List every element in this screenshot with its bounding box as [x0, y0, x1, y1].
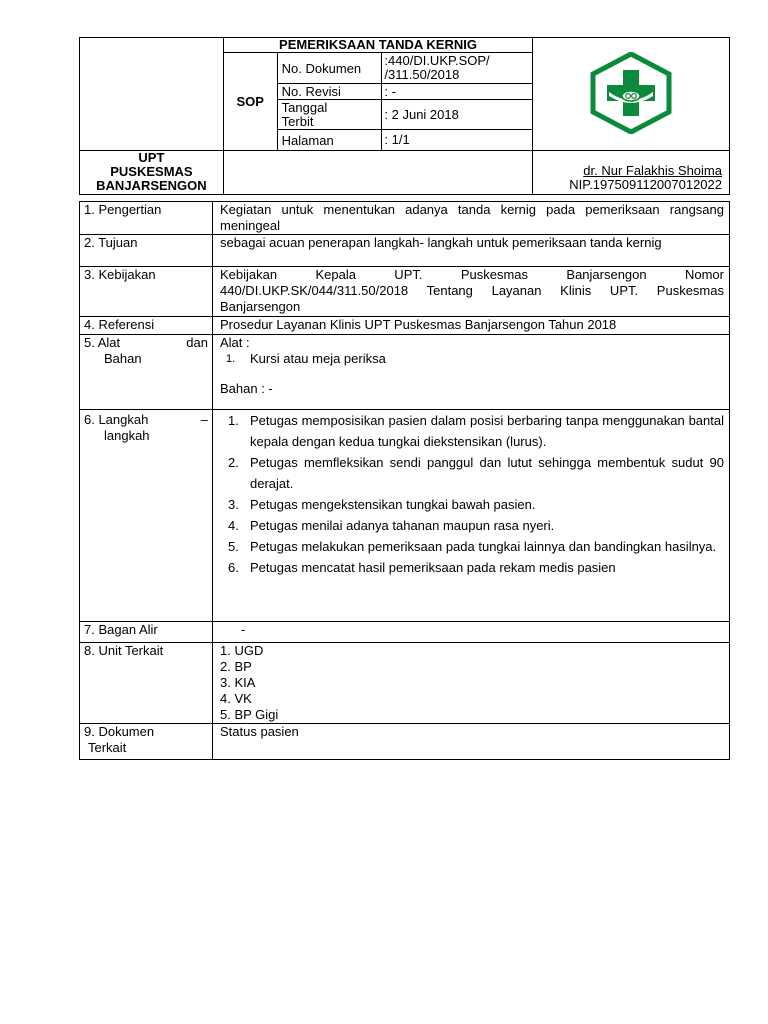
- section-text-unit-terkait: [213, 643, 730, 724]
- upt-name-line-3: BANJARSENGON: [96, 178, 207, 193]
- section-text-pengertian: Kegiatan untuk menentukan adanya tanda kernig pada pemeriksaan rangsang meningeal: [213, 202, 730, 235]
- issue-date-label-line-2: Terbit: [281, 114, 314, 129]
- section-row: [80, 202, 730, 235]
- sop-header-table: [79, 37, 730, 195]
- section-row: [80, 410, 730, 622]
- doc-number-label: No. Dokumen: [277, 53, 382, 84]
- revision-value: : -: [382, 84, 533, 100]
- section-key-langkah-b: –: [200, 412, 208, 427]
- list-item: 4. Petugas menilai adanya tahanan maupun rasa nyeri.: [228, 518, 555, 533]
- unit-item: 4. VK: [220, 691, 252, 706]
- doc-number-line-1: :440/DI.UKP.SOP/: [384, 53, 490, 68]
- unit-item: 2. BP: [220, 659, 252, 674]
- section-text-alat-bahan: [213, 335, 730, 410]
- alat-item-text: Kursi atau meja periksa: [250, 351, 386, 366]
- dokumen-key-line-2: Terkait: [88, 740, 127, 755]
- section-key-langkah-a: 6. Langkah: [84, 412, 149, 427]
- signer-name: dr. Nur Falakhis Shoima: [583, 163, 722, 178]
- header-blank-cell: [80, 38, 224, 151]
- section-row: [80, 643, 730, 724]
- signer-block: [533, 151, 730, 195]
- section-text-referensi: Prosedur Layanan Klinis UPT Puskesmas Banjarsengon Tahun 2018: [213, 317, 730, 335]
- alat-label: Alat :: [220, 335, 250, 350]
- section-key-langkah: [80, 410, 213, 622]
- unit-item: 3. KIA: [220, 675, 256, 690]
- section-key-pengertian: 1. Pengertian: [80, 202, 213, 235]
- section-row: [80, 267, 730, 317]
- section-key-alat-b: dan: [186, 335, 208, 350]
- upt-name-line-1: UPT: [138, 150, 165, 165]
- section-key-tujuan: 2. Tujuan: [80, 235, 213, 267]
- list-item: 6. Petugas mencatat hasil pemeriksaan pada rekam medis pasien: [228, 560, 616, 575]
- section-row: [80, 335, 730, 410]
- alat-item: 1. Kursi atau meja periksa: [226, 351, 386, 366]
- page-label: Halaman: [277, 130, 382, 151]
- header-middle-blank: [223, 151, 532, 195]
- section-text-langkah: [213, 410, 730, 622]
- section-key-kebijakan: 3. Kebijakan: [80, 267, 213, 317]
- upt-name: [80, 151, 224, 195]
- issue-date-value: : 2 Juni 2018: [382, 100, 533, 130]
- section-text-dokumen-terkait: Status pasien: [213, 724, 730, 760]
- list-item: 3. Petugas mengekstensikan tungkai bawah pasien.: [228, 497, 536, 512]
- sop-body-table: [79, 201, 730, 760]
- section-row: [80, 235, 730, 267]
- bahan-text: Bahan : -: [220, 381, 273, 396]
- section-text-kebijakan: Kebijakan Kepala UPT. Puskesmas Banjarsengon Nomor 440/DI.UKP.SK/044/311.50/2018 Tentang Layanan Klinis UPT. Puskesmas Banjarsengon: [213, 267, 730, 317]
- signer-nip: NIP.197509112007012022: [569, 177, 722, 192]
- section-key-alat-c: Bahan: [104, 351, 142, 366]
- dokumen-key-line-1: 9. Dokumen: [84, 724, 155, 739]
- section-key-langkah-c: langkah: [104, 428, 150, 443]
- list-item: 5. Petugas melakukan pemeriksaan pada tungkai lainnya dan bandingkan hasilnya.: [228, 539, 717, 554]
- list-item: 2. Petugas memfleksikan sendi panggul dan lutut sehingga membentuk sudut 90 derajat.: [228, 455, 724, 491]
- puskesmas-logo-icon: [589, 52, 673, 134]
- section-row: [80, 622, 730, 643]
- list-item: 1. Petugas memposisikan pasien dalam posisi berbaring tanpa menggunakan bantal kepala dengan kedua tungkai diekstensikan (lurus).: [228, 413, 724, 449]
- section-key-unit-terkait: 8. Unit Terkait: [80, 643, 213, 724]
- section-row: [80, 724, 730, 760]
- doc-number-line-2: /311.50/2018: [384, 67, 460, 82]
- issue-date-label: [277, 100, 382, 130]
- issue-date-label-line-1: Tanggal: [281, 100, 328, 115]
- section-key-alat-a: 5. Alat: [84, 335, 121, 350]
- section-text-bagan-alir: -: [213, 622, 730, 643]
- revision-label: No. Revisi: [277, 84, 382, 100]
- upt-name-line-2: PUSKESMAS: [110, 164, 193, 179]
- section-key-alat-bahan: [80, 335, 213, 410]
- page-value: : 1/1: [382, 130, 533, 151]
- unit-item: 1. UGD: [220, 643, 264, 658]
- section-key-bagan-alir: 7. Bagan Alir: [80, 622, 213, 643]
- section-key-dokumen-terkait: [80, 724, 213, 760]
- unit-item: 5. BP Gigi: [220, 707, 279, 722]
- sop-title: PEMERIKSAAN TANDA KERNIG: [223, 38, 532, 53]
- doc-number-value: [382, 53, 533, 84]
- logo-cell: [533, 38, 730, 151]
- steps-list: [220, 410, 724, 578]
- section-text-tujuan: sebagai acuan penerapan langkah- langkah untuk pemeriksaan tanda kernig: [213, 235, 730, 267]
- section-row: [80, 317, 730, 335]
- sop-label: SOP: [223, 53, 277, 151]
- section-key-referensi: 4. Referensi: [80, 317, 213, 335]
